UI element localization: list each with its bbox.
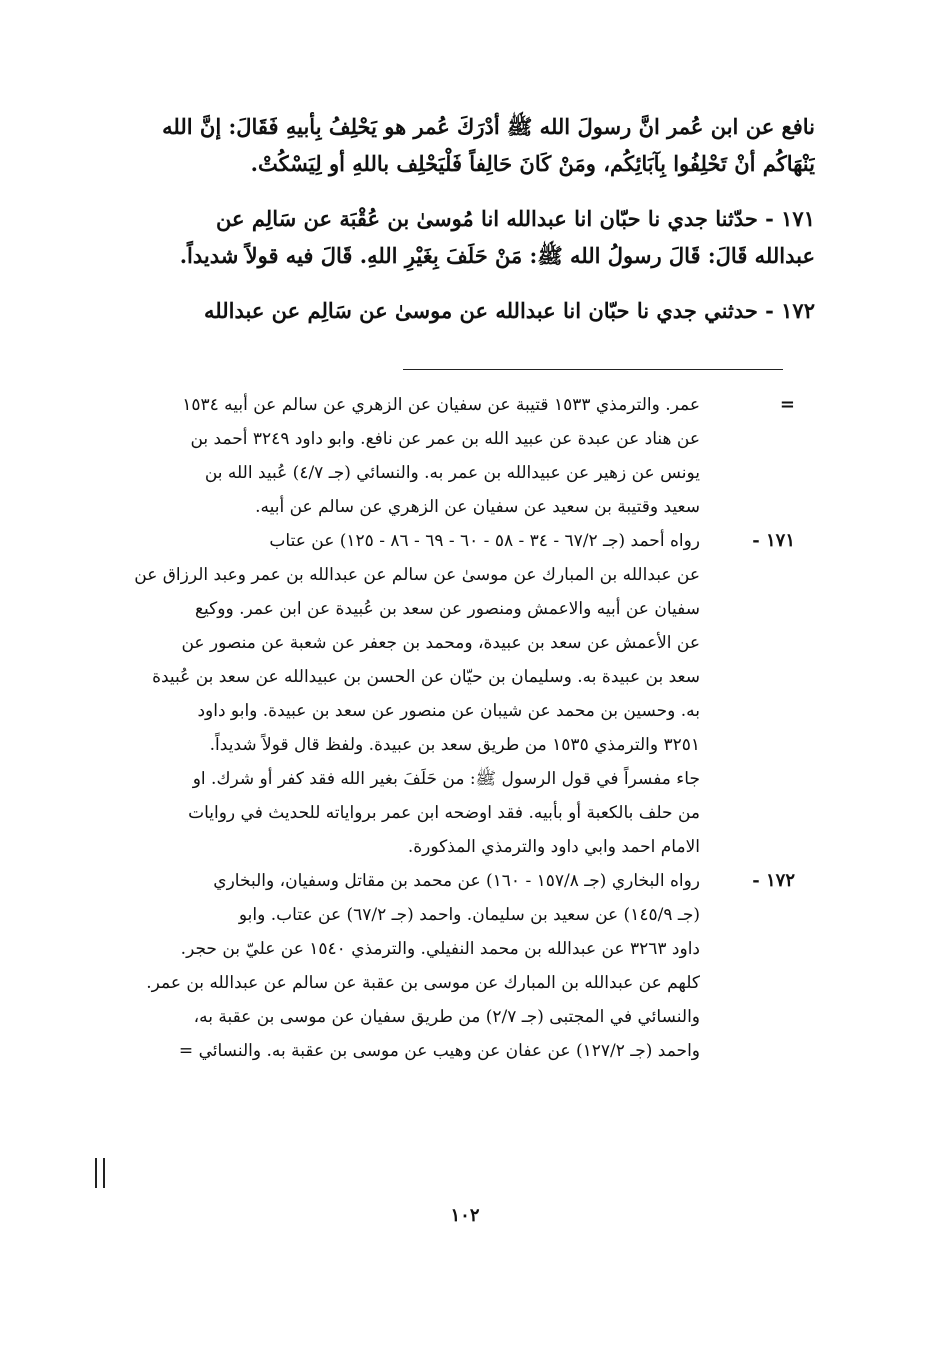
main-line: نافع عن ابن عُمر انَّ رسولَ الله ﷺ أدْرَكَ عُمر هو يَحْلِفُ بِأبيهِ فَقَالَ: إنَّ الله bbox=[162, 114, 815, 139]
footnote-line: واحمد (جـ ١٢٧/٢) عن عفان عن وهيب عن موسى بن عقبة به. والنسائي = bbox=[178, 1041, 700, 1061]
footnote-marker: = bbox=[779, 394, 795, 415]
continuation-bar bbox=[95, 1158, 105, 1188]
footnote-marker: ١٧٢ - bbox=[752, 870, 795, 891]
footnote-divider bbox=[403, 369, 783, 370]
hadith-172-line: ١٧٢ - حدثني جدي نا حبّان انا عبدالله عن موسىٰ عن سَالِم عن عبدالله bbox=[204, 298, 815, 323]
footnote-line: سفيان عن أبيه والاعمش ومنصور عن سعد بن عُبيدة عن ابن عمر. ووكيع bbox=[194, 599, 700, 619]
footnote-line: عمر. والترمذي ١٥٣٣ قتيبة عن سفيان عن الزهري عن سالم عن أبيه ١٥٣٤ bbox=[182, 395, 700, 415]
footnote-line: والنسائي في المجتبى (جـ ٢/٧) من طريق سفيان عن موسى بن عقبة به، bbox=[193, 1007, 700, 1027]
footnote-line: سعيد وقتيبة بن سعيد عن سفيان عن الزهري عن سالم عن أبيه. bbox=[255, 497, 700, 517]
main-text bbox=[95, 108, 815, 329]
footnotes bbox=[95, 388, 795, 1068]
footnote-line: جاء مفسراً في قول الرسول ﷺ: من حَلَفَ بغير الله فقد كفر أو شرك. او bbox=[192, 769, 700, 789]
footnote-line: عن عبدالله بن المبارك عن موسىٰ عن سالم عن عبدالله بن عمر وعبد الرزاق عن bbox=[134, 565, 700, 585]
page-number: ١٠٢ bbox=[450, 1205, 480, 1226]
footnote-line: يونس عن زهير عن عبيدالله بن عمر به. والنسائي (جـ ٤/٧) عُبيد الله بن bbox=[204, 463, 700, 483]
footnote-line: عن هناد عن عبدة عن عبيد الله بن عمر عن نافع. وابو داود ٣٢٤٩ أحمد بن bbox=[190, 429, 700, 449]
footnote-line: رواه أحمد (جـ ٦٧/٢ - ٣٤ - ٥٨ - ٦٠ - ٦٩ - ٨٦ - ١٢٥) عن عتاب bbox=[269, 531, 700, 551]
footnote-continuation bbox=[95, 388, 795, 524]
footnote-172 bbox=[95, 864, 795, 1068]
footnote-line: رواه البخاري (جـ ١٥٧/٨ - ١٦٠) عن محمد بن مقاتل وسفيان، والبخاري bbox=[213, 871, 700, 891]
footnote-171 bbox=[95, 524, 795, 864]
main-line: يَنْهَاكُم أنْ تَحْلِفُوا بِآبَائِكُم، ومَنْ كَانَ حَالِفاً فَلْيَحْلِف باللهِ أو لِيَسْكُتْ. bbox=[250, 151, 815, 176]
footnote-line: به. وحسين بن محمد عن شيبان عن منصور عن سعد بن عبيدة. وابو داود bbox=[197, 701, 700, 721]
footnote-line: كلهم عن عبدالله بن المبارك عن موسى بن عقبة عن سالم عن عبدالله بن عمر. bbox=[146, 973, 700, 993]
footnote-line: عن الأعمش عن سعد بن عبيدة، ومحمد بن جعفر عن شعبة عن منصور عن bbox=[181, 633, 700, 653]
hadith-171-line: عبدالله قَالَ: قَالَ رسولُ الله ﷺ: مَنْ حَلَفَ بِغَيْرِ اللهِ. قَالَ فيه قولاً شديداً. bbox=[179, 243, 815, 268]
footnote-line: سعد بن عبيدة به. وسليمان بن حيّان عن الحسن بن عبيدالله عن سعد بن عُبيدة bbox=[152, 667, 700, 687]
footnote-line: داود ٣٢٦٣ عن عبدالله بن محمد النفيلي. والترمذي ١٥٤٠ عن عليّ بن حجر. bbox=[180, 939, 700, 959]
footnote-line: الامام احمد وابي داود والترمذي المذكورة. bbox=[407, 837, 700, 857]
footnote-line: (جـ ١٤٥/٩) عن سعيد بن سليمان. واحمد (جـ ٦٧/٢) عن عتاب. وابو bbox=[238, 905, 700, 925]
footnote-marker: ١٧١ - bbox=[752, 530, 795, 551]
footnote-line: من حلف بالكعبة أو بأبيه. فقد اوضحه ابن عمر برواياته للحديث في روايات bbox=[188, 803, 700, 823]
footnote-line: ٣٢٥١ والترمذي ١٥٣٥ من طريق سعد بن عبيدة. ولفظ قال قولاً شديداً. bbox=[209, 735, 700, 755]
hadith-171-line: ١٧١ - حدّثنا جدي نا حبّان انا عبدالله انا مُوسىٰ بن عُقْبَة عن سَالِم عن bbox=[216, 206, 815, 231]
